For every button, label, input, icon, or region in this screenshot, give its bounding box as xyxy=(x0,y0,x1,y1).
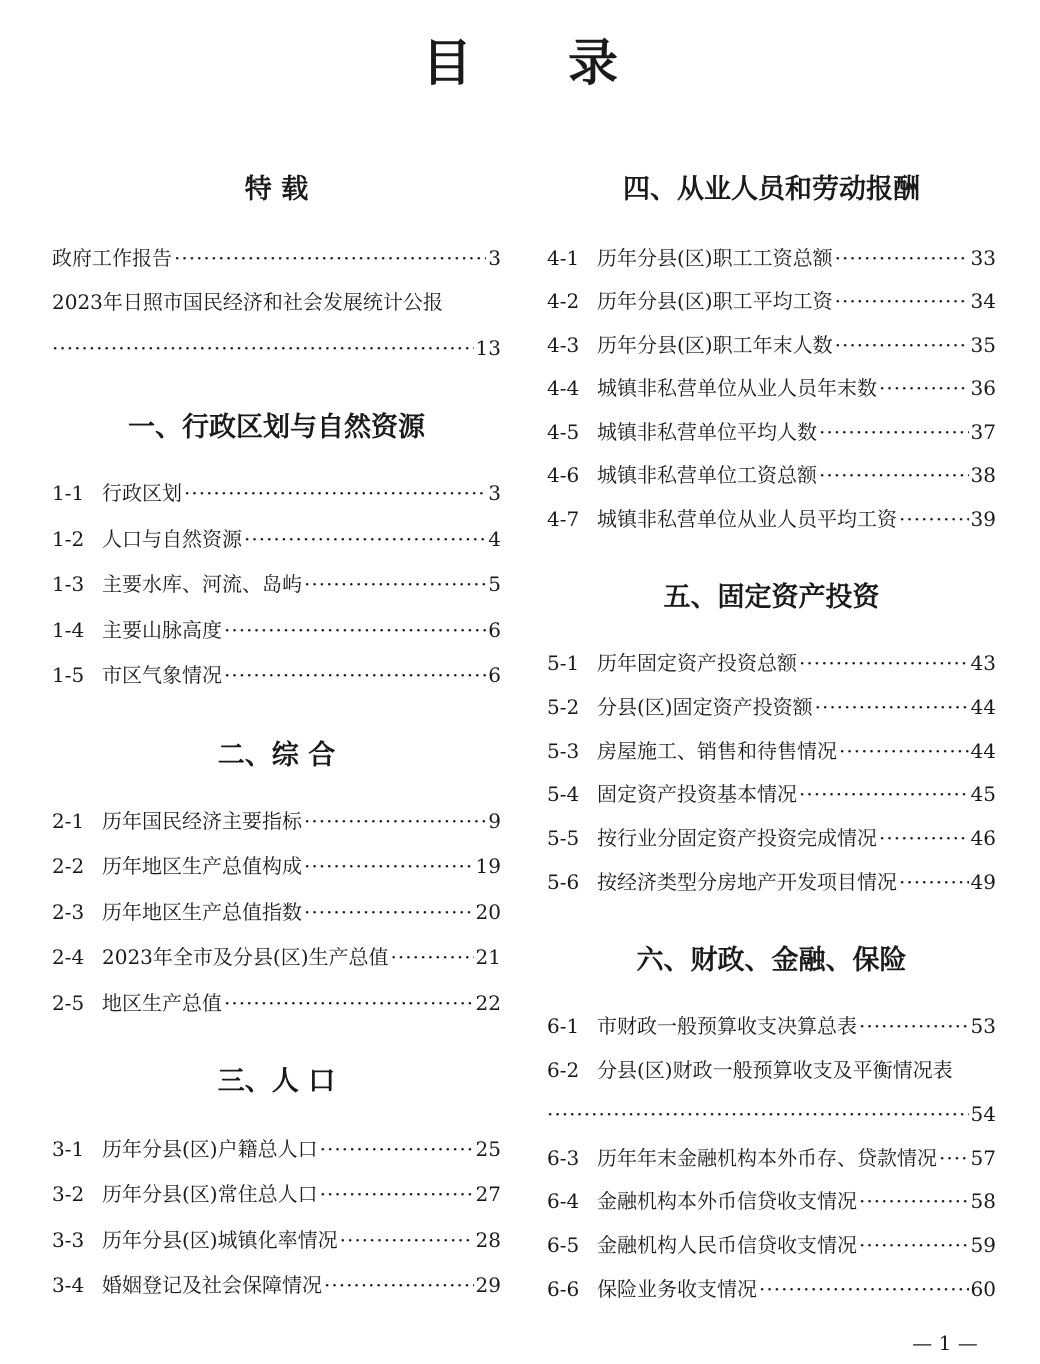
toc-leader-dots xyxy=(859,1186,969,1216)
toc-entry-label: 历年分县(区)职工年末人数 xyxy=(597,333,833,357)
toc-entry-number: 3-3 xyxy=(52,1228,85,1252)
toc-leader-dots xyxy=(835,330,969,360)
toc-entry-label: 历年分县(区)职工工资总额 xyxy=(597,246,833,270)
toc-entry-number: 5-3 xyxy=(547,739,580,763)
toc-entry-page: 6 xyxy=(488,618,501,642)
toc-entry-label: 城镇非私营单位从业人员年末数 xyxy=(597,376,877,400)
toc-entry-page: 54 xyxy=(970,1102,996,1126)
toc-entry-number: 5-6 xyxy=(547,870,580,894)
toc-entry-page: 6 xyxy=(488,663,501,687)
toc-entry[interactable] xyxy=(52,660,501,690)
toc-entry[interactable] xyxy=(547,867,996,897)
toc-entry[interactable] xyxy=(52,1179,501,1209)
toc-entry-label: 主要水库、河流、岛屿 xyxy=(102,572,302,596)
page-number: — 1 — xyxy=(912,1331,978,1355)
toc-entry[interactable] xyxy=(547,504,996,534)
toc-entry-page: 27 xyxy=(475,1182,501,1206)
toc-entry-page: 3 xyxy=(488,246,501,270)
toc-entry-number: 4-5 xyxy=(547,420,580,444)
toc-entry[interactable] xyxy=(52,569,501,599)
toc-entry-page: 60 xyxy=(970,1277,996,1301)
toc-entry-page: 43 xyxy=(970,651,996,675)
toc-leader-dots xyxy=(759,1274,969,1304)
toc-entry-label: 历年地区生产总值构成 xyxy=(102,854,302,878)
toc-entry[interactable] xyxy=(52,615,501,645)
toc-entry-label: 按经济类型分房地产开发项目情况 xyxy=(597,870,897,894)
toc-entry-page: 53 xyxy=(970,1014,996,1038)
toc-leader-dots xyxy=(184,478,486,508)
toc-entry-number: 6-2 xyxy=(547,1058,580,1082)
toc-entry-label: 城镇非私营单位工资总额 xyxy=(597,463,817,487)
toc-entry-number: 5-4 xyxy=(547,782,580,806)
toc-leader-dots xyxy=(391,942,474,972)
toc-entry[interactable] xyxy=(547,286,996,316)
toc-entry-number: 2-1 xyxy=(52,809,85,833)
toc-entry[interactable] xyxy=(52,988,501,1018)
toc-entry-page: 37 xyxy=(970,420,996,444)
toc-entry[interactable] xyxy=(52,942,501,972)
toc-entry-label: 固定资产投资基本情况 xyxy=(597,782,797,806)
toc-entry-number: 4-3 xyxy=(547,333,580,357)
toc-entry[interactable] xyxy=(52,1134,501,1164)
toc-entry[interactable] xyxy=(547,1274,996,1304)
toc-leader-dots xyxy=(224,988,474,1018)
section-heading-4: 四、从业人员和劳动报酬 xyxy=(623,174,920,205)
toc-entry-page: 44 xyxy=(970,739,996,763)
toc-leader-dots xyxy=(224,615,486,645)
toc-leader-dots xyxy=(819,460,969,490)
toc-entry[interactable] xyxy=(547,1143,996,1173)
toc-leader-dots xyxy=(879,373,969,403)
toc-entry-page: 44 xyxy=(970,695,996,719)
toc-entry-number: 2-5 xyxy=(52,991,85,1015)
toc-entry-label: 市区气象情况 xyxy=(102,663,222,687)
toc-entry-page: 33 xyxy=(970,246,996,270)
toc-entry-label: 市财政一般预算收支决算总表 xyxy=(597,1014,857,1038)
toc-entry-page: 49 xyxy=(970,870,996,894)
toc-entry-label: 历年年末金融机构本外币存、贷款情况 xyxy=(597,1146,937,1170)
toc-entry-number: 6-5 xyxy=(547,1233,580,1257)
title-char-2: 录 xyxy=(568,33,618,92)
toc-entry-page: 36 xyxy=(970,376,996,400)
toc-entry-label: 地区生产总值 xyxy=(102,991,222,1015)
toc-entry-label: 历年国民经济主要指标 xyxy=(102,809,302,833)
toc-entry-number: 5-2 xyxy=(547,695,580,719)
toc-entry-number: 6-6 xyxy=(547,1277,580,1301)
toc-leader-dots xyxy=(244,524,486,554)
toc-entry-page: 35 xyxy=(970,333,996,357)
toc-entry-long-label[interactable]: 2023年日照市国民经济和社会发展统计公报 xyxy=(52,290,443,314)
toc-leader-dots xyxy=(899,867,969,897)
toc-entry-page: 58 xyxy=(970,1189,996,1213)
toc-entry-page: 19 xyxy=(475,854,501,878)
toc-entry-page: 45 xyxy=(970,782,996,806)
toc-leader-dots xyxy=(839,736,969,766)
toc-entry-number: 3-2 xyxy=(52,1182,85,1206)
toc-leader-dots xyxy=(859,1230,969,1260)
toc-entry-label: 主要山脉高度 xyxy=(102,618,222,642)
toc-entry[interactable] xyxy=(547,648,996,678)
toc-entry-number: 6-4 xyxy=(547,1189,580,1213)
toc-entry-page: 9 xyxy=(488,809,501,833)
toc-entry[interactable] xyxy=(547,823,996,853)
toc-entry-long-continuation[interactable] xyxy=(52,333,501,363)
toc-entry-label: 金融机构人民币信贷收支情况 xyxy=(597,1233,857,1257)
toc-entry-number: 4-1 xyxy=(547,246,580,270)
toc-entry-number: 2-4 xyxy=(52,945,85,969)
toc-leader-dots xyxy=(819,417,969,447)
toc-entry-number: 4-6 xyxy=(547,463,580,487)
toc-leader-dots xyxy=(939,1143,969,1173)
toc-entry[interactable] xyxy=(547,1011,996,1041)
toc-entry-number: 4-7 xyxy=(547,507,580,531)
toc-entry-number: 5-1 xyxy=(547,651,580,675)
toc-entry[interactable] xyxy=(52,478,501,508)
toc-leader-dots xyxy=(52,333,474,363)
toc-entry[interactable] xyxy=(547,779,996,809)
toc-leader-dots xyxy=(799,779,969,809)
toc-entry[interactable] xyxy=(547,692,996,722)
toc-entry-number: 1-2 xyxy=(52,527,85,551)
toc-entry-page: 4 xyxy=(488,527,501,551)
toc-entry-number: 1-3 xyxy=(52,572,85,596)
toc-entry-long-continuation[interactable] xyxy=(547,1099,996,1129)
toc-leader-dots xyxy=(320,1179,474,1209)
toc-entry-number: 3-4 xyxy=(52,1273,85,1297)
toc-entry[interactable] xyxy=(547,243,996,273)
toc-entry-number: 1-1 xyxy=(52,481,85,505)
toc-entry-label: 按行业分固定资产投资完成情况 xyxy=(597,826,877,850)
toc-entry-label: 行政区划 xyxy=(102,481,182,505)
toc-entry-number: 6-3 xyxy=(547,1146,580,1170)
toc-entry[interactable] xyxy=(547,330,996,360)
toc-entry-number: 2-2 xyxy=(52,854,85,878)
toc-entry-label: 分县(区)财政一般预算收支及平衡情况表 xyxy=(597,1058,953,1082)
toc-leader-dots xyxy=(304,806,486,836)
toc-entry[interactable] xyxy=(52,1270,501,1300)
toc-entry-long-label[interactable] xyxy=(547,1055,996,1085)
toc-leader-dots xyxy=(835,243,969,273)
toc-entry[interactable] xyxy=(52,897,501,927)
toc-entry[interactable] xyxy=(52,851,501,881)
toc-entry-number: 3-1 xyxy=(52,1137,85,1161)
toc-entry[interactable] xyxy=(547,1186,996,1216)
toc-entry-label: 人口与自然资源 xyxy=(102,527,242,551)
page-title xyxy=(0,28,1040,98)
section-heading-6: 六、财政、金融、保险 xyxy=(636,945,907,976)
toc-entry-label: 历年分县(区)户籍总人口 xyxy=(102,1137,318,1161)
toc-entry-label: 分县(区)固定资产投资额 xyxy=(597,695,813,719)
toc-leader-dots xyxy=(835,286,969,316)
section-heading-5: 五、固定资产投资 xyxy=(663,582,880,613)
toc-entry[interactable] xyxy=(547,417,996,447)
toc-entry-page: 22 xyxy=(475,991,501,1015)
toc-leader-dots xyxy=(320,1134,474,1164)
section-heading-special: 特 载 xyxy=(244,174,309,205)
toc-entry-number: 1-5 xyxy=(52,663,85,687)
toc-entry-number: 4-2 xyxy=(547,289,580,313)
toc-leader-dots xyxy=(304,851,474,881)
toc-entry-page: 20 xyxy=(475,900,501,924)
toc-entry[interactable] xyxy=(52,243,501,273)
toc-leader-dots xyxy=(859,1011,969,1041)
toc-entry[interactable] xyxy=(547,736,996,766)
toc-entry-page: 38 xyxy=(970,463,996,487)
title-char-1: 目 xyxy=(422,33,472,92)
toc-entry-number: 4-4 xyxy=(547,376,580,400)
toc-entry-page: 46 xyxy=(970,826,996,850)
toc-entry-page: 28 xyxy=(475,1228,501,1252)
section-heading-1: 一、行政区划与自然资源 xyxy=(128,412,425,443)
toc-entry-label: 城镇非私营单位从业人员平均工资 xyxy=(597,507,897,531)
toc-entry-page: 34 xyxy=(970,289,996,313)
toc-leader-dots xyxy=(304,569,486,599)
toc-entry-label: 历年固定资产投资总额 xyxy=(597,651,797,675)
toc-entry[interactable] xyxy=(52,524,501,554)
toc-leader-dots xyxy=(304,897,474,927)
toc-leader-dots xyxy=(340,1225,474,1255)
toc-leader-dots xyxy=(815,692,969,722)
toc-entry-page: 13 xyxy=(475,336,501,360)
toc-entry-number: 2-3 xyxy=(52,900,85,924)
toc-entry-label: 城镇非私营单位平均人数 xyxy=(597,420,817,444)
toc-entry[interactable] xyxy=(52,1225,501,1255)
toc-entry-label: 婚姻登记及社会保障情况 xyxy=(102,1273,322,1297)
toc-leader-dots xyxy=(547,1099,969,1129)
toc-entry-number: 6-1 xyxy=(547,1014,580,1038)
toc-entry-label: 房屋施工、销售和待售情况 xyxy=(597,739,837,763)
toc-entry-page: 3 xyxy=(488,481,501,505)
toc-entry-page: 29 xyxy=(475,1273,501,1297)
toc-leader-dots xyxy=(899,504,969,534)
toc-leader-dots xyxy=(224,660,486,690)
toc-entry[interactable] xyxy=(547,373,996,403)
toc-leader-dots xyxy=(324,1270,474,1300)
toc-entry-page: 25 xyxy=(475,1137,501,1161)
toc-entry-page: 21 xyxy=(475,945,501,969)
toc-entry-label: 2023年全市及分县(区)生产总值 xyxy=(102,945,389,969)
section-heading-3: 三、人 口 xyxy=(217,1066,336,1097)
toc-entry-number: 5-5 xyxy=(547,826,580,850)
toc-entry[interactable] xyxy=(547,1230,996,1260)
toc-entry-page: 57 xyxy=(970,1146,996,1170)
toc-entry[interactable] xyxy=(547,460,996,490)
toc-entry-number: 1-4 xyxy=(52,618,85,642)
toc-leader-dots xyxy=(174,243,486,273)
toc-entry[interactable] xyxy=(52,806,501,836)
section-heading-2: 二、综 合 xyxy=(217,740,336,771)
toc-entry-page: 59 xyxy=(970,1233,996,1257)
toc-entry-label: 历年分县(区)城镇化率情况 xyxy=(102,1228,338,1252)
toc-entry-label: 政府工作报告 xyxy=(52,246,172,270)
toc-entry-page: 5 xyxy=(488,572,501,596)
toc-leader-dots xyxy=(879,823,969,853)
toc-entry-label: 历年地区生产总值指数 xyxy=(102,900,302,924)
toc-entry-label: 历年分县(区)职工平均工资 xyxy=(597,289,833,313)
toc-entry-label: 金融机构本外币信贷收支情况 xyxy=(597,1189,857,1213)
toc-leader-dots xyxy=(799,648,969,678)
toc-entry-page: 39 xyxy=(970,507,996,531)
toc-entry-label: 保险业务收支情况 xyxy=(597,1277,757,1301)
toc-entry-label: 历年分县(区)常住总人口 xyxy=(102,1182,318,1206)
